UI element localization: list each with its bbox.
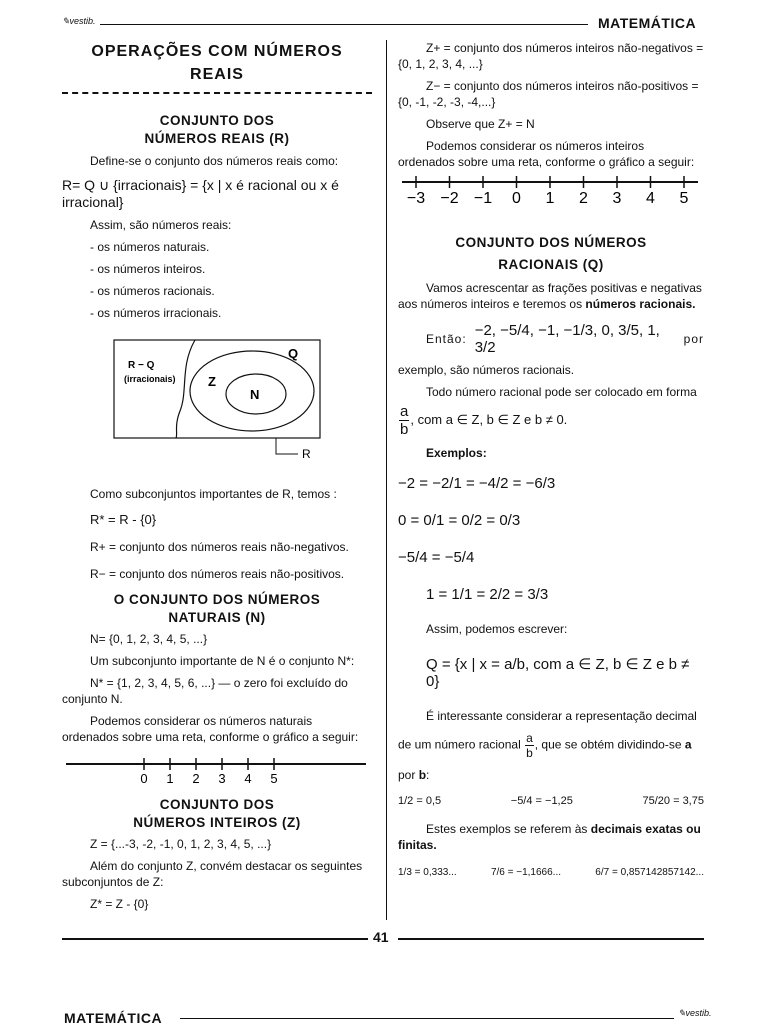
exemplo-2: 0 = 0/1 = 0/2 = 0/3: [398, 512, 521, 529]
integer-line-label: 4: [646, 190, 655, 207]
reais-item: - os números irracionais.: [90, 306, 222, 320]
decimal-example: 1/3 = 0,333...: [398, 867, 457, 878]
racionais-de-um: de um número racional $\frac{a}{b}$ , que se obtém dividindo-se a: [398, 731, 692, 760]
integer-number-line: [400, 172, 702, 208]
integer-line-label: 3: [612, 190, 622, 207]
venn-label-q: Q: [288, 346, 299, 361]
section-reais-heading1: CONJUNTO DOS: [159, 113, 275, 128]
section-naturais-heading2: NATURAIS (N): [168, 610, 266, 625]
decimais-exatas-row: [398, 795, 704, 807]
naturais-nstar: N* = {1, 2, 3, 4, 5, 6, ...} — o zero foi excluído do conjunto N.: [62, 676, 348, 706]
reais-define: Define-se o conjunto dos números reais como:: [90, 154, 339, 168]
page-title-line1: OPERAÇÕES COM NÚMEROS: [91, 43, 343, 60]
zplus-def: Z+ = conjunto dos números inteiros não-negativos = {0, 1, 2, 3, 4, ...}: [398, 41, 704, 71]
integer-line-label: 5: [679, 190, 689, 207]
racionais-ab: $\frac{a}{b}$ , com a ∈ Z, b ∈ Z e b ≠ 0.: [400, 403, 568, 438]
racionais-todo: Todo número racional pode ser colocado em forma: [426, 385, 697, 399]
reais-r-plus: R+ = conjunto dos números reais não-negativos.: [90, 540, 349, 554]
inteiros-reta: Podemos considerar os números inteiros ordenados sobre uma reta, conforme o gráfico a seguir:: [398, 139, 695, 169]
venn-r-pointer: [276, 438, 298, 454]
exemplo-3: −5/4 = −5/4: [398, 549, 475, 566]
right-column: [398, 40, 704, 170]
observe: Observe que Z+ = N: [426, 117, 535, 131]
reais-item: - os números racionais.: [90, 284, 215, 298]
natural-line-label: 5: [270, 771, 278, 786]
inteiros-alem: Além do conjunto Z, convém destacar os seguintes subconjuntos de Z:: [62, 859, 363, 889]
racionais-interessante: É interessante considerar a representação decimal: [426, 709, 697, 723]
natural-number-line: [66, 752, 368, 786]
reais-r-star: R* = R - {0}: [90, 512, 157, 527]
section-inteiros-heading1: CONJUNTO DOS: [159, 797, 275, 812]
reais-def-formula: R= Q ∪ {irracionais} = {x | x é racional ou x é irracional}: [62, 177, 339, 210]
exemplo-4: 1 = 1/1 = 2/2 = 3/3: [426, 586, 549, 603]
inteiros-set: Z = {...-3, -2, -1, 0, 1, 2, 3, 4, 5, ...}: [90, 837, 272, 851]
reais-r-minus: R− = conjunto dos números reais não-positivos.: [90, 567, 345, 581]
right-column-racionais: [398, 234, 704, 878]
reais-subsets-intro: Como subconjuntos importantes de R, temos :: [90, 487, 337, 501]
title-dashes: [62, 92, 372, 94]
racionais-exemplo: exemplo, são números racionais.: [398, 363, 575, 377]
left-column-inteiros: [62, 796, 372, 912]
zminus-def: Z− = conjunto dos números inteiros não-positivos = {0, -1, -2, -3, -4,...}: [398, 79, 699, 109]
venn-irrational-border: [176, 340, 195, 438]
page-title-line2: REAIS: [190, 66, 244, 83]
venn-label-r-minus-q: R − Q: [128, 360, 155, 371]
venn-diagram: [100, 336, 330, 466]
natural-line-label: 2: [192, 771, 200, 786]
section-naturais-heading1: O CONJUNTO DOS NÚMEROS: [113, 592, 321, 607]
racionais-assim: Assim, podemos escrever:: [426, 622, 568, 636]
natural-line-label: 3: [218, 771, 226, 786]
page-number: 41: [373, 929, 389, 945]
naturais-sub: Um subconjunto importante de N é o conjunto N*:: [90, 654, 355, 668]
venn-label-r: R: [302, 447, 311, 461]
natural-line-label: 0: [140, 771, 148, 786]
decimal-example: 6/7 = 0,857142857142...: [595, 867, 704, 878]
left-column: [62, 40, 372, 321]
natural-line-label: 1: [166, 771, 174, 786]
naturais-set: N= {0, 1, 2, 3, 4, 5, ...}: [90, 632, 208, 646]
reais-item: - os números naturais.: [90, 240, 210, 254]
integer-line-label: −3: [406, 190, 426, 207]
column-divider: [386, 40, 387, 920]
footer-subject: MATEMÁTICA: [64, 1010, 163, 1026]
natural-line-label: 4: [244, 771, 252, 786]
header-logo: ✎vestib.: [62, 16, 96, 26]
header-subject: MATEMÁTICA: [598, 15, 697, 31]
page-bottom-rule-right: [398, 938, 704, 940]
decimal-example: 75/20 = 3,75: [642, 795, 704, 807]
reais-assim: Assim, são números reais:: [90, 218, 232, 232]
decimal-example: 7/6 = −1,1666...: [490, 867, 561, 878]
entao-series: −2, −5/4, −1, −1/3, 0, 3/5, 1, 3/2: [474, 322, 660, 356]
footer-logo: ✎vestib.: [678, 1008, 712, 1018]
decimal-example: −5/4 = −1,25: [510, 795, 573, 807]
integer-line-label: 1: [545, 190, 555, 207]
venn-label-n: N: [250, 387, 260, 402]
section-reais-heading2: NÚMEROS REAIS (R): [144, 131, 290, 146]
venn-label-irracionais: (irracionais): [124, 374, 176, 384]
page-bottom-rule-left: [62, 938, 368, 940]
integer-line-label: −1: [473, 190, 493, 207]
q-definition: Q = {x | x = a/b, com a ∈ Z, b ∈ Z e b ≠ 0}: [426, 656, 690, 690]
racionais-estes: Estes exemplos se referem às decimais exatas ou finitas.: [398, 822, 701, 852]
decimal-example: 1/2 = 0,5: [398, 795, 442, 807]
section-racionais-heading2: RACIONAIS (Q): [498, 257, 604, 272]
racionais-por-b: por b:: [398, 768, 430, 782]
header-rule: [100, 24, 588, 25]
integer-line-label: 0: [512, 190, 521, 207]
section-inteiros-heading2: NÚMEROS INTEIROS (Z): [133, 815, 301, 830]
section-racionais-heading1: CONJUNTO DOS NÚMEROS: [455, 235, 647, 250]
decimais-periodicas-row: [398, 867, 704, 878]
racionais-entao: Então: −2, −5/4, −1, −1/3, 0, 3/5, 1, 3/2 por: [426, 322, 704, 356]
integer-line-label: 2: [579, 190, 588, 207]
exemplo-1: −2 = −2/1 = −4/2 = −6/3: [398, 475, 556, 492]
naturais-reta: Podemos considerar os números naturais ordenados sobre uma reta, conforme o gráfico a seguir:: [62, 714, 359, 744]
exemplos-label: Exemplos:: [426, 446, 487, 460]
left-column-lower: [62, 486, 372, 745]
racionais-intro: Vamos acrescentar as frações positivas e negativas aos números inteiros e teremos os números racionais.: [398, 281, 702, 311]
logo-icon: ✎: [62, 16, 70, 26]
integer-line-label: −2: [440, 190, 459, 207]
reais-item: - os números inteiros.: [90, 262, 206, 276]
logo-icon: ✎: [678, 1008, 686, 1018]
inteiros-zstar: Z* = Z - {0}: [90, 897, 149, 911]
footer-rule: [180, 1018, 674, 1019]
fraction-a-over-b: $\frac{a}{b}$: [400, 403, 409, 438]
venn-label-z: Z: [208, 374, 216, 389]
